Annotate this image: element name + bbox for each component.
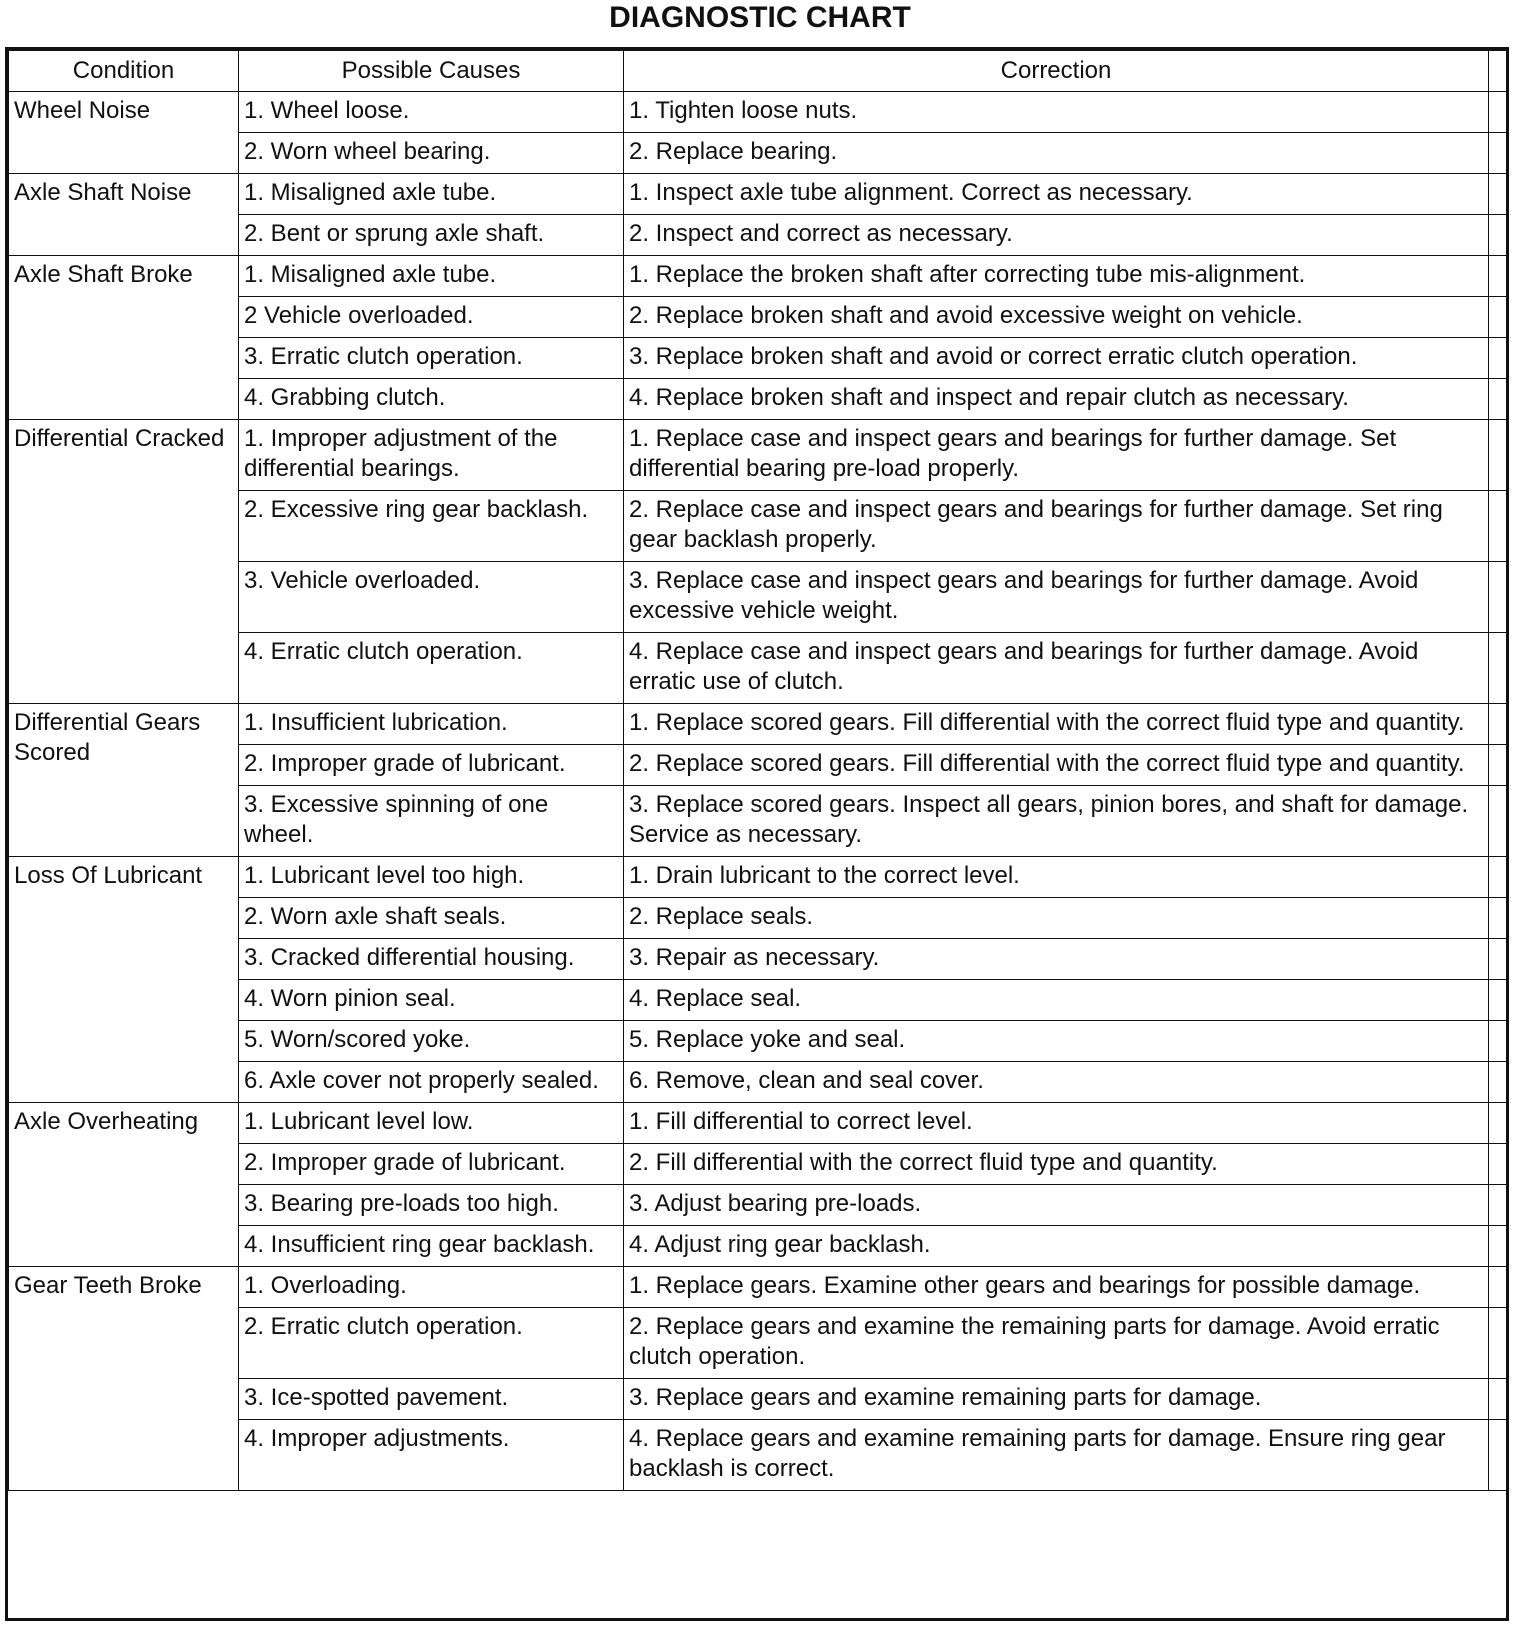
correction-cell: 3. Replace gears and examine remaining parts for damage. (624, 1379, 1489, 1420)
diagnostic-table (8, 50, 1507, 1491)
cause-cell: 1. Overloading. (239, 1267, 624, 1308)
table-row (9, 420, 1507, 491)
right-margin-cell (1489, 1021, 1507, 1062)
cause-cell: 2. Erratic clutch operation. (239, 1308, 624, 1379)
right-margin-cell (1489, 1267, 1507, 1308)
cause-cell: 2. Bent or sprung axle shaft. (239, 215, 624, 256)
table-row (9, 857, 1507, 898)
right-margin-cell (1489, 51, 1507, 92)
cause-cell: 3. Vehicle overloaded. (239, 562, 624, 633)
right-margin-cell (1489, 491, 1507, 562)
correction-cell: 1. Replace gears. Examine other gears and bearings for possible damage. (624, 1267, 1489, 1308)
correction-cell: 2. Replace seals. (624, 898, 1489, 939)
cause-cell: 3. Erratic clutch operation. (239, 338, 624, 379)
table-row (9, 1267, 1507, 1308)
cause-cell: 4. Erratic clutch operation. (239, 633, 624, 704)
right-margin-cell (1489, 898, 1507, 939)
right-margin-cell (1489, 1226, 1507, 1267)
right-margin-cell (1489, 1379, 1507, 1420)
correction-cell: 2. Replace broken shaft and avoid excessive weight on vehicle. (624, 297, 1489, 338)
condition-cell: Differential Gears Scored (9, 704, 239, 857)
cause-cell: 1. Lubricant level too high. (239, 857, 624, 898)
chart-title: DIAGNOSTIC CHART (609, 1, 911, 34)
header-correction: Correction (624, 51, 1489, 92)
right-margin-cell (1489, 633, 1507, 704)
cause-cell: 3. Ice-spotted pavement. (239, 1379, 624, 1420)
table-body (9, 92, 1507, 1491)
correction-cell: 2. Inspect and correct as necessary. (624, 215, 1489, 256)
cause-cell: 1. Misaligned axle tube. (239, 256, 624, 297)
right-margin-cell (1489, 297, 1507, 338)
cause-cell: 2 Vehicle overloaded. (239, 297, 624, 338)
correction-cell: 5. Replace yoke and seal. (624, 1021, 1489, 1062)
cause-cell: 2. Worn axle shaft seals. (239, 898, 624, 939)
right-margin-cell (1489, 174, 1507, 215)
right-margin-cell (1489, 1103, 1507, 1144)
right-margin-cell (1489, 1185, 1507, 1226)
right-margin-cell (1489, 1144, 1507, 1185)
table-row (9, 174, 1507, 215)
condition-cell: Wheel Noise (9, 92, 239, 174)
cause-cell: 4. Worn pinion seal. (239, 980, 624, 1021)
right-margin-cell (1489, 786, 1507, 857)
header-possible-causes: Possible Causes (239, 51, 624, 92)
right-margin-cell (1489, 939, 1507, 980)
correction-cell: 2. Replace case and inspect gears and bearings for further damage. Set ring gear backlash properly. (624, 491, 1489, 562)
cause-cell: 1. Lubricant level low. (239, 1103, 624, 1144)
right-margin-cell (1489, 980, 1507, 1021)
correction-cell: 6. Remove, clean and seal cover. (624, 1062, 1489, 1103)
correction-cell: 4. Adjust ring gear backlash. (624, 1226, 1489, 1267)
right-margin-cell (1489, 704, 1507, 745)
cause-cell: 4. Improper adjustments. (239, 1420, 624, 1491)
correction-cell: 3. Adjust bearing pre-loads. (624, 1185, 1489, 1226)
condition-cell: Differential Cracked (9, 420, 239, 704)
header-condition: Condition (9, 51, 239, 92)
correction-cell: 1. Inspect axle tube alignment. Correct as necessary. (624, 174, 1489, 215)
cause-cell: 1. Improper adjustment of the differential bearings. (239, 420, 624, 491)
cause-cell: 1. Wheel loose. (239, 92, 624, 133)
correction-cell: 4. Replace gears and examine remaining parts for damage. Ensure ring gear backlash is correct. (624, 1420, 1489, 1491)
right-margin-cell (1489, 379, 1507, 420)
correction-cell: 1. Fill differential to correct level. (624, 1103, 1489, 1144)
correction-cell: 1. Replace scored gears. Fill differential with the correct fluid type and quantity. (624, 704, 1489, 745)
correction-cell: 4. Replace seal. (624, 980, 1489, 1021)
right-margin-cell (1489, 92, 1507, 133)
correction-cell: 1. Replace case and inspect gears and bearings for further damage. Set differential bearing pre-load properly. (624, 420, 1489, 491)
condition-cell: Gear Teeth Broke (9, 1267, 239, 1491)
condition-cell: Axle Shaft Noise (9, 174, 239, 256)
cause-cell: 1. Misaligned axle tube. (239, 174, 624, 215)
right-margin-cell (1489, 1420, 1507, 1491)
cause-cell: 5. Worn/scored yoke. (239, 1021, 624, 1062)
condition-cell: Loss Of Lubricant (9, 857, 239, 1103)
right-margin-cell (1489, 562, 1507, 633)
correction-cell: 3. Repair as necessary. (624, 939, 1489, 980)
correction-cell: 2. Replace scored gears. Fill differential with the correct fluid type and quantity. (624, 745, 1489, 786)
cause-cell: 2. Improper grade of lubricant. (239, 745, 624, 786)
cause-cell: 6. Axle cover not properly sealed. (239, 1062, 624, 1103)
cause-cell: 3. Bearing pre-loads too high. (239, 1185, 624, 1226)
correction-cell: 1. Tighten loose nuts. (624, 92, 1489, 133)
table-row (9, 256, 1507, 297)
cause-cell: 2. Excessive ring gear backlash. (239, 491, 624, 562)
correction-cell: 3. Replace broken shaft and avoid or correct erratic clutch operation. (624, 338, 1489, 379)
table-row (9, 1103, 1507, 1144)
header-row (9, 51, 1507, 92)
correction-cell: 1. Replace the broken shaft after correcting tube mis-alignment. (624, 256, 1489, 297)
cause-cell: 4. Insufficient ring gear backlash. (239, 1226, 624, 1267)
condition-cell: Axle Overheating (9, 1103, 239, 1267)
cause-cell: 1. Insufficient lubrication. (239, 704, 624, 745)
table-row (9, 704, 1507, 745)
correction-cell: 3. Replace case and inspect gears and bearings for further damage. Avoid excessive vehicle weight. (624, 562, 1489, 633)
right-margin-cell (1489, 133, 1507, 174)
correction-cell: 4. Replace case and inspect gears and bearings for further damage. Avoid erratic use of clutch. (624, 633, 1489, 704)
condition-cell: Axle Shaft Broke (9, 256, 239, 420)
correction-cell: 2. Fill differential with the correct fluid type and quantity. (624, 1144, 1489, 1185)
right-margin-cell (1489, 420, 1507, 491)
right-margin-cell (1489, 857, 1507, 898)
cause-cell: 2. Improper grade of lubricant. (239, 1144, 624, 1185)
right-margin-cell (1489, 338, 1507, 379)
correction-cell: 4. Replace broken shaft and inspect and repair clutch as necessary. (624, 379, 1489, 420)
cause-cell: 4. Grabbing clutch. (239, 379, 624, 420)
right-margin-cell (1489, 1062, 1507, 1103)
correction-cell: 3. Replace scored gears. Inspect all gears, pinion bores, and shaft for damage. Service as necessary. (624, 786, 1489, 857)
right-margin-cell (1489, 1308, 1507, 1379)
cause-cell: 3. Cracked differential housing. (239, 939, 624, 980)
correction-cell: 2. Replace gears and examine the remaining parts for damage. Avoid erratic clutch operation. (624, 1308, 1489, 1379)
right-margin-cell (1489, 215, 1507, 256)
cause-cell: 2. Worn wheel bearing. (239, 133, 624, 174)
right-margin-cell (1489, 745, 1507, 786)
right-margin-cell (1489, 256, 1507, 297)
table-row (9, 92, 1507, 133)
correction-cell: 1. Drain lubricant to the correct level. (624, 857, 1489, 898)
cause-cell: 3. Excessive spinning of one wheel. (239, 786, 624, 857)
correction-cell: 2. Replace bearing. (624, 133, 1489, 174)
